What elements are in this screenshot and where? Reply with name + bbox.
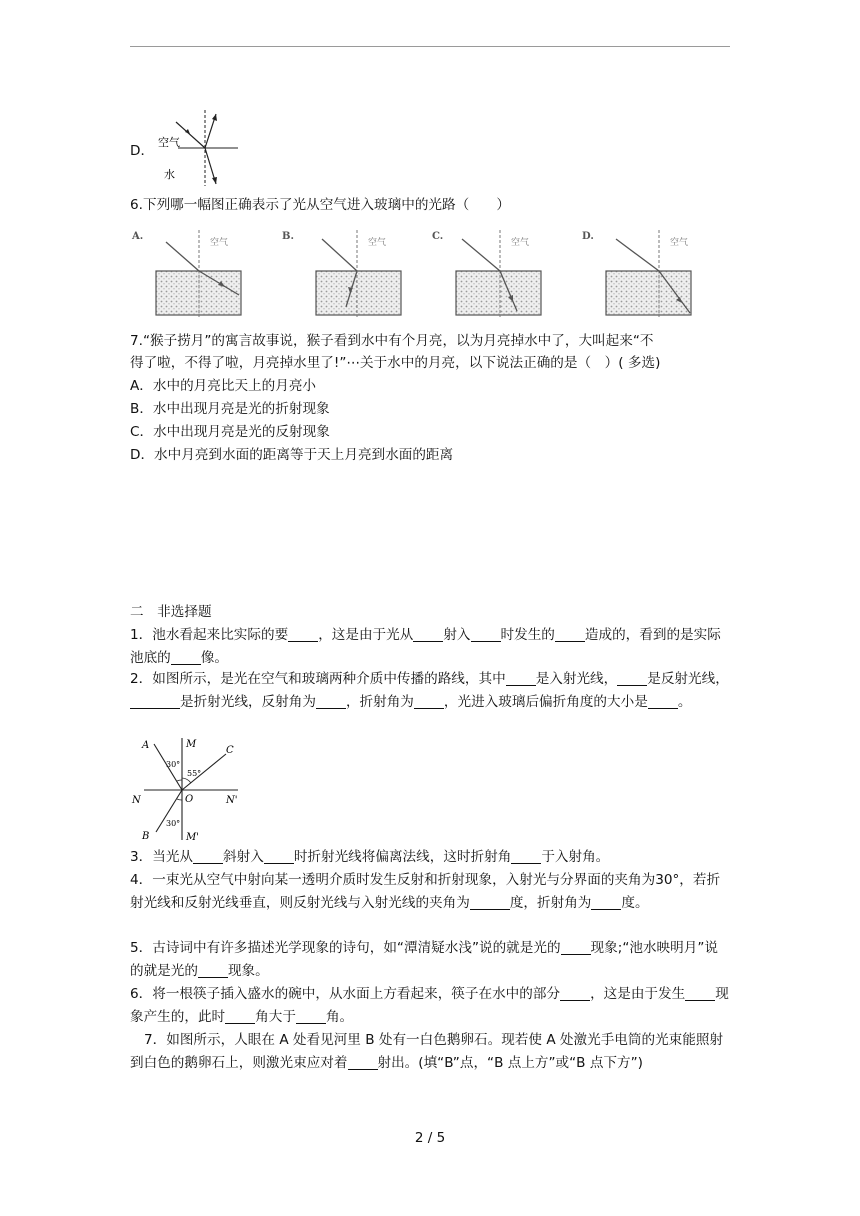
blank [414,693,444,709]
blank [617,670,647,686]
svg-text:N': N' [226,795,238,806]
q5-option-d-label: D． [130,143,155,159]
svg-text:M': M' [186,832,199,843]
page-total: 5 [436,1130,446,1146]
q5-option-d-figure [150,108,250,188]
q6-option-a-letter: A. [132,231,144,242]
fill-q6: 6．将一根筷子插入盛水的碗中，从水面上方看起来，筷子在水中的部分 ，这是由于发生 现象产生的，此时 角大于 角。 [130,986,729,1025]
q6-stem: 6.下列哪一幅图正确表示了光从空气进入玻璃中的光路（ ） [130,197,510,213]
q7-stem-line1: 7.“猴子捞月”的寓言故事说，猴子看到水中有个月亮，以为月亮掉水中了，大叫起来“不 [130,333,654,349]
blank [193,848,223,864]
q6-option-d-figure [582,230,691,317]
svg-text:30°: 30° [166,819,181,828]
svg-text:A: A [142,740,150,751]
q6-option-c-figure [432,230,541,317]
section-heading: 二 非选择题 [130,604,212,620]
air-label: 空气 [158,136,180,149]
svg-text:N: N [132,795,141,806]
blank [225,1008,255,1024]
page-separator: / [427,1130,433,1146]
q7-stem-line2: 得了啦，不得了啦，月亮掉水里了!”⋯关于水中的月亮，以下说法正确的是（ ）( 多选) [130,355,661,371]
blank [264,848,294,864]
svg-text:O: O [185,794,194,805]
fill-q4: 4．一束光从空气中射向某一透明介质时发生反射和折射现象，入射光与分界面的夹角为30°，若折射光线和反射光线垂直，则反射光线与入射光线的夹角为 度，折射角为 度。 [130,872,721,911]
blank [591,894,621,910]
blank [471,626,501,642]
fill-q3: 3．当光从 斜射入 时折射光线将偏离法线，这时折射角 于入射角。 [130,849,610,865]
svg-text:M: M [186,739,197,750]
q7-option-d: D．水中月亮到水面的距离等于天上月亮到水面的距离 [130,447,454,463]
q7-option-b: B．水中出现月亮是光的折射现象 [130,401,330,417]
q6-option-d-letter: D. [582,231,594,242]
blank [198,962,228,978]
blank [506,670,536,686]
svg-text:30°: 30° [166,760,181,769]
svg-text:空气: 空气 [511,238,530,248]
q6-option-c-letter: C. [432,231,444,242]
blank [316,693,346,709]
blank [648,693,678,709]
blank [470,894,510,910]
header-rule [130,46,730,47]
q6-option-b-figure [282,230,401,317]
blank [413,626,443,642]
q6-figures [130,225,730,320]
svg-text:C: C [226,745,234,756]
blank [130,693,180,709]
svg-text:B: B [142,831,150,842]
page-current: 2 [414,1130,424,1146]
blank [348,1054,378,1070]
q6-option-b-letter: B. [282,231,294,242]
blank [561,939,591,955]
page-number [0,1130,860,1146]
blank [555,626,585,642]
svg-text:空气: 空气 [670,238,689,248]
svg-text:55°: 55° [187,769,202,778]
fill-q1: 1．池水看起来比实际的要 ，这是由于光从 射入 时发生的 造成的，看到的是实际池底的 像。 [130,627,721,666]
blank [288,626,318,642]
svg-text:空气: 空气 [368,238,387,248]
blank [171,649,201,665]
fill-q2: 2．如图所示，是光在空气和玻璃两种介质中传播的路线，其中 是入射光线， 是反射光线，是折射光线，反射角为 ，折射角为 ，光进入玻璃后偏折角度的大小是 。 [130,671,729,710]
blank [296,1008,326,1024]
blank [685,985,715,1001]
water-label: 水 [164,168,175,181]
blank [511,848,541,864]
q2-figure [130,736,250,844]
q7-option-c: C．水中出现月亮是光的反射现象 [130,424,330,440]
fill-q5: 5．古诗词中有许多描述光学现象的诗句，如“潭清疑水浅”说的就是光的 现象;“池水映明月”说的就是光的 现象。 [130,940,718,979]
blank [560,985,590,1001]
svg-text:空气: 空气 [210,238,229,248]
fill-q7: 7．如图所示，人眼在 A 处看见河里 B 处有一白色鹅卵石。现若使 A 处激光手电筒的光束能照射到白色的鹅卵石上，则激光束应对着 射出。(填“B”点，“B 点上方”或“B 点下方”) [130,1032,724,1071]
q6-option-a-figure [131,230,241,317]
q7-option-a: A．水中的月亮比天上的月亮小 [130,378,317,394]
